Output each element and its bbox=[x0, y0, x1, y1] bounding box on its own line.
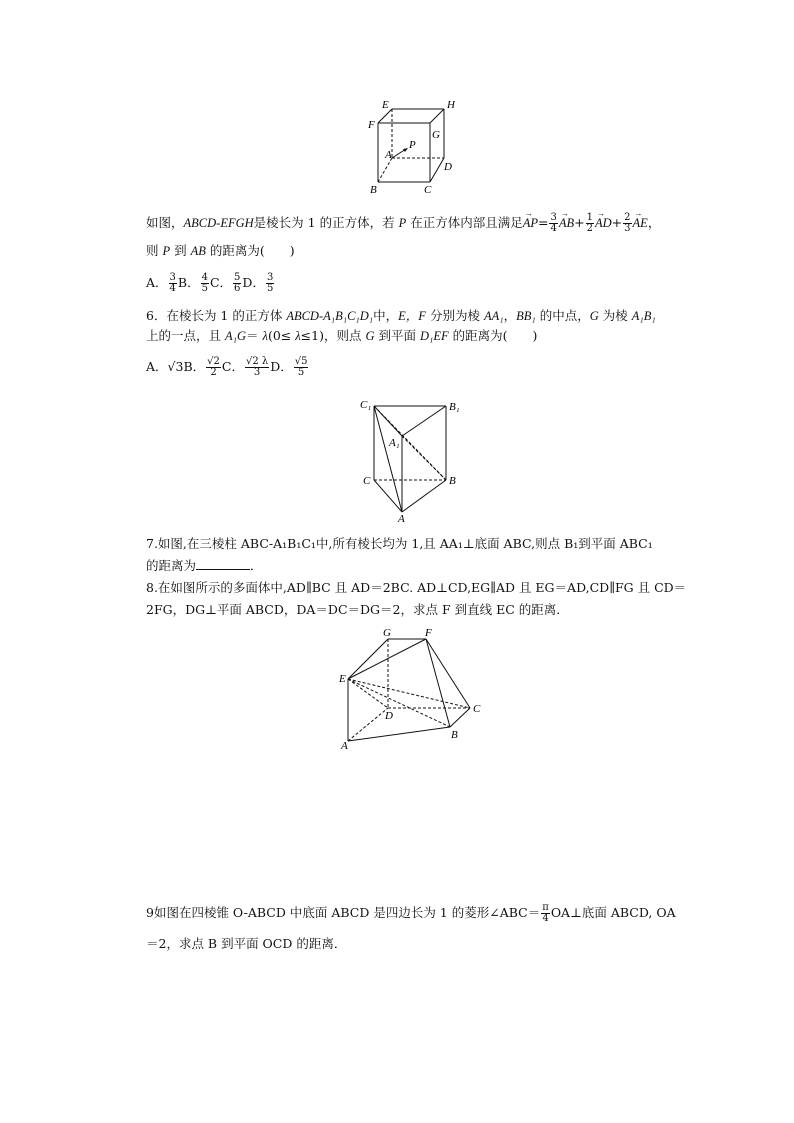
q6-text: 的距离为( ) bbox=[452, 328, 538, 343]
q6-text: 为棱 bbox=[602, 308, 628, 323]
q6-point-G: G bbox=[365, 329, 375, 343]
q6-option-A-value: √3 bbox=[167, 359, 184, 374]
prism-label-C: C bbox=[363, 475, 371, 487]
prism-figure bbox=[356, 396, 468, 524]
q8-text bbox=[146, 577, 694, 621]
q6-text: 中， bbox=[373, 308, 399, 323]
q5-plus: + bbox=[574, 215, 585, 230]
q7-period: ． bbox=[250, 558, 263, 573]
q6-option-A-label: A． bbox=[146, 359, 168, 374]
q5-equals: = bbox=[538, 215, 549, 230]
q5-vector-AD: → AD bbox=[595, 208, 612, 238]
cube-label-F: F bbox=[368, 119, 375, 131]
q5-text: 是棱长为 bbox=[253, 215, 304, 230]
q6-solid-name: ABCD-A₁B₁C₁D₁ bbox=[286, 309, 374, 323]
q6-line1 bbox=[146, 308, 656, 324]
q6-text: 到平面 bbox=[378, 328, 416, 343]
poly-label-C: C bbox=[473, 703, 481, 715]
poly-label-G: G bbox=[383, 627, 391, 639]
prism-label-A: A bbox=[398, 513, 405, 524]
prism-label-A1: A₁ bbox=[389, 437, 400, 449]
q5-option-D-label: D． bbox=[242, 275, 265, 290]
poly-label-D: D bbox=[385, 710, 393, 722]
q7-text bbox=[146, 533, 694, 577]
q6-text: 上的一点，且 bbox=[146, 328, 222, 343]
cube-label-A: A bbox=[385, 149, 392, 161]
q5-option-A-value: $\frac{3}{4}$ bbox=[169, 272, 176, 294]
q6-edge-BB1: BB₁ bbox=[516, 309, 536, 323]
q6-edge-AA1: AA₁ bbox=[483, 309, 504, 323]
prism-label-C1: C₁ bbox=[360, 399, 372, 411]
q6-options bbox=[146, 350, 309, 384]
prism-label-B: B bbox=[449, 475, 456, 487]
q8-line2: 2FG，DG⊥平面 ABCD，DA＝DC＝DG＝2，求点 F 到直线 EC 的距离． bbox=[146, 602, 569, 617]
q5-frac-2-3: $\frac{2}{3}$ bbox=[624, 212, 631, 234]
q6-segment-A1G: A₁G bbox=[225, 329, 247, 343]
q9-line2: ＝2，求点 B 到平面 OCD 的距离． bbox=[146, 936, 347, 951]
q6-text: 的中点， bbox=[539, 308, 590, 323]
q5-segment-AB: AB bbox=[190, 244, 206, 258]
poly-label-B: B bbox=[451, 729, 458, 741]
q5-frac-3-4: $\frac{3}{4}$ bbox=[550, 212, 557, 234]
q5-comma: ， bbox=[647, 215, 661, 230]
q9-text: 9如图在四棱锥 O-ABCD 中底面 ABCD 是四边长为 1 的菱形∠ABC＝ bbox=[146, 905, 541, 920]
q6-option-C-label: C． bbox=[221, 359, 244, 374]
q5-point-P: P bbox=[162, 244, 171, 258]
q6-option-B-label: B． bbox=[183, 359, 206, 374]
q5-line1 bbox=[146, 208, 660, 238]
q5-text: 则 bbox=[146, 243, 159, 258]
q5-plus: + bbox=[611, 215, 623, 230]
q5-options bbox=[146, 268, 275, 298]
poly-label-F: F bbox=[425, 627, 432, 639]
q6-text: ＝ bbox=[246, 328, 259, 343]
q9-line1 bbox=[146, 898, 676, 928]
q5-frac-1-2: $\frac{1}{2}$ bbox=[586, 212, 593, 234]
q5-solid-name: ABCD-EFGH bbox=[183, 216, 254, 230]
q7-answer-blank[interactable] bbox=[196, 557, 250, 570]
cube-label-G: G bbox=[432, 129, 440, 141]
q5-text: 的距离为( ) bbox=[209, 243, 295, 258]
q6-text: ， bbox=[503, 308, 517, 323]
q5-line2 bbox=[146, 243, 295, 259]
q5-vector-AB: → AB bbox=[559, 208, 574, 238]
cube-label-D: D bbox=[444, 161, 452, 173]
cube-label-P: P bbox=[409, 139, 416, 151]
q6-option-C-value: $\frac{√2 \lambda}{3}$ bbox=[245, 356, 269, 378]
poly-label-E: E bbox=[339, 673, 346, 685]
q6-lambda: λ bbox=[295, 329, 301, 343]
q6-plane-D1EF: D₁EF bbox=[419, 329, 449, 343]
q7-line2 bbox=[146, 555, 694, 577]
q5-option-D-value: $\frac{3}{5}$ bbox=[266, 272, 274, 294]
q7-line1: 7.如图,在三棱柱 ABC-A₁B₁C₁中,所有棱长均为 1,且 AA₁⊥底面 ABC,则点 B₁到平面 ABC₁ bbox=[146, 536, 653, 551]
q9-text: OA⊥底面 ABCD, OA bbox=[550, 905, 676, 920]
q5-option-B-label: B． bbox=[177, 275, 200, 290]
q5-option-A-label: A． bbox=[146, 275, 168, 290]
q6-text: 在棱长为 1 的正方体 bbox=[166, 308, 287, 323]
q6-option-D-label: D． bbox=[270, 359, 293, 374]
q5-point-P: P bbox=[398, 216, 407, 230]
q5-text: 如图， bbox=[146, 215, 184, 230]
q5-option-C-label: C． bbox=[209, 275, 233, 290]
q6-points-EF: E，F bbox=[398, 309, 426, 323]
q5-text: 到 bbox=[174, 243, 187, 258]
q5-option-B-value: $\frac{4}{5}$ bbox=[201, 272, 208, 294]
q5-vector-AE: → AE bbox=[633, 208, 648, 238]
q5-vector-AP: → AP bbox=[523, 208, 538, 238]
cube-label-E: E bbox=[382, 99, 389, 111]
q6-option-B-value: $\frac{√2}{2}$ bbox=[207, 356, 220, 378]
polyhedron-figure bbox=[336, 626, 492, 752]
q5-text: 在正方体内部且满足 bbox=[410, 215, 523, 230]
q6-edge-A1B1: A₁B₁ bbox=[631, 309, 656, 323]
q6-number: 6． bbox=[146, 308, 167, 323]
q5-edge-length: 1 bbox=[307, 215, 316, 230]
q6-text: (0≤ bbox=[267, 328, 292, 343]
q6-line2 bbox=[146, 328, 537, 344]
q6-text: 分别为棱 bbox=[429, 308, 480, 323]
poly-label-A: A bbox=[341, 740, 348, 752]
prism-label-B1: B₁ bbox=[449, 401, 460, 413]
cube-label-H: H bbox=[447, 99, 455, 111]
cube-label-B: B bbox=[370, 184, 377, 196]
q5-option-C-value: $\frac{5}{6}$ bbox=[234, 272, 241, 294]
q6-option-D-value: $\frac{√5}{5}$ bbox=[294, 356, 308, 378]
q7-text-label: 的距离为 bbox=[146, 558, 197, 573]
cube-figure bbox=[360, 96, 470, 198]
q6-point-G: G bbox=[589, 309, 599, 323]
q9-frac-pi-4: $\frac{\pi}{4}$ bbox=[542, 902, 549, 924]
q8-line1: 8.在如图所示的多面体中,AD∥BC 且 AD＝2BC. AD⊥CD,EG∥AD 且 EG＝AD,CD∥FG 且 CD＝ bbox=[146, 580, 687, 595]
q6-text: ≤1)，则点 bbox=[300, 328, 362, 343]
q6-lambda: λ bbox=[262, 329, 268, 343]
q5-text: 的正方体，若 bbox=[319, 215, 395, 230]
cube-label-C: C bbox=[424, 184, 432, 196]
